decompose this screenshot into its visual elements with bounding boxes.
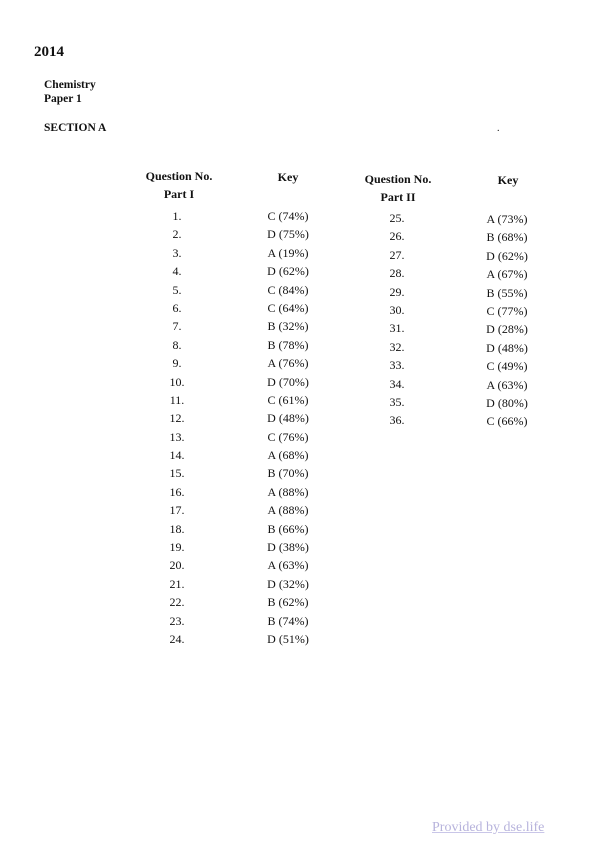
question-number: 15. (169, 466, 185, 481)
part1-question-column (147, 207, 207, 648)
answer-key: B (32%) (267, 319, 309, 334)
question-number: 17. (169, 503, 185, 518)
answer-key: D (48%) (267, 411, 309, 426)
question-number: 7. (172, 319, 182, 334)
answer-key: A (88%) (267, 503, 309, 518)
question-number: 6. (172, 300, 182, 315)
question-number: 29. (389, 284, 405, 299)
part2-key-column (467, 210, 547, 431)
question-number: 13. (169, 429, 185, 444)
question-number: 30. (389, 302, 405, 317)
question-number: 35. (389, 394, 405, 409)
answer-key: A (63%) (486, 377, 528, 392)
answer-key: D (75%) (267, 227, 309, 242)
provided-by-link[interactable]: Provided by dse.life (432, 820, 545, 835)
answer-key: D (48%) (486, 340, 528, 355)
answer-key: A (73%) (486, 212, 528, 226)
question-number: 21. (169, 576, 185, 591)
answer-key: B (66%) (267, 521, 309, 536)
answer-key: B (62%) (267, 595, 309, 610)
question-number: 22. (169, 595, 185, 610)
answer-key: B (55%) (486, 285, 528, 300)
question-number: 28. (389, 266, 405, 281)
answer-key: D (28%) (486, 322, 528, 337)
answer-key: B (74%) (267, 613, 309, 628)
question-number: 36. (389, 413, 405, 428)
answer-key: C (61%) (267, 392, 309, 407)
paper-label: Paper 1 (44, 93, 82, 105)
question-number: 18. (169, 521, 185, 536)
question-number: 16. (169, 484, 185, 499)
answer-key: B (70%) (267, 466, 309, 481)
answer-key: C (64%) (267, 300, 309, 315)
part2-question-column (367, 209, 427, 430)
question-number: 5. (172, 282, 182, 297)
part2-question-header: Question No. (364, 172, 432, 186)
subject-title: Chemistry (44, 79, 96, 91)
question-number: 26. (389, 229, 405, 244)
answer-key: D (70%) (267, 374, 309, 389)
section-title: SECTION A (44, 122, 107, 134)
question-number: 25. (389, 211, 405, 225)
part1-question-header: Question No. (145, 169, 213, 183)
answer-key: B (68%) (486, 230, 528, 245)
question-number: 20. (169, 558, 185, 573)
part1-key-header: Key (277, 170, 299, 184)
question-number: 27. (389, 247, 405, 262)
answer-key: C (49%) (486, 359, 528, 374)
answer-key: C (74%) (267, 209, 309, 223)
part1-label: Part I (163, 187, 195, 201)
answer-key: A (88%) (267, 484, 309, 499)
answer-key: A (68%) (267, 448, 309, 463)
answer-key: D (62%) (486, 248, 528, 263)
question-number: 14. (169, 448, 185, 463)
question-number: 19. (169, 540, 185, 555)
answer-key: D (38%) (267, 540, 309, 555)
answer-key: A (76%) (267, 356, 309, 371)
part2-key-header: Key (497, 173, 519, 187)
question-number: 23. (169, 613, 185, 628)
subject-block (44, 78, 96, 106)
answer-key: D (32%) (267, 576, 309, 591)
question-number: 1. (172, 209, 182, 223)
answer-key: C (76%) (267, 429, 309, 444)
answer-key: A (63%) (267, 558, 309, 573)
question-number: 31. (389, 321, 405, 336)
question-number: 33. (389, 358, 405, 373)
answer-key: D (80%) (486, 395, 528, 410)
question-number: 2. (172, 227, 182, 242)
question-number: 12. (169, 411, 185, 426)
answer-key: C (77%) (486, 303, 528, 318)
year-heading: 2014 (34, 44, 64, 60)
question-number: 32. (389, 339, 405, 354)
answer-key: B (78%) (267, 337, 309, 352)
answer-key: A (67%) (486, 267, 528, 282)
question-number: 9. (172, 356, 182, 371)
part1-key-column (248, 207, 328, 648)
part2-label: Part II (380, 190, 416, 204)
question-number: 24. (169, 631, 185, 646)
question-number: 3. (172, 245, 182, 260)
answer-key: C (66%) (486, 414, 528, 429)
answer-key: A (19%) (267, 245, 309, 260)
answer-key: D (51%) (267, 631, 309, 646)
question-number: 10. (169, 374, 185, 389)
question-number: 4. (172, 264, 182, 279)
question-number: 8. (172, 337, 182, 352)
question-number: 34. (389, 376, 405, 391)
answer-key: C (84%) (267, 282, 309, 297)
stray-dot: . (497, 123, 500, 134)
question-number: 11. (169, 392, 185, 407)
answer-key: D (62%) (267, 264, 309, 279)
